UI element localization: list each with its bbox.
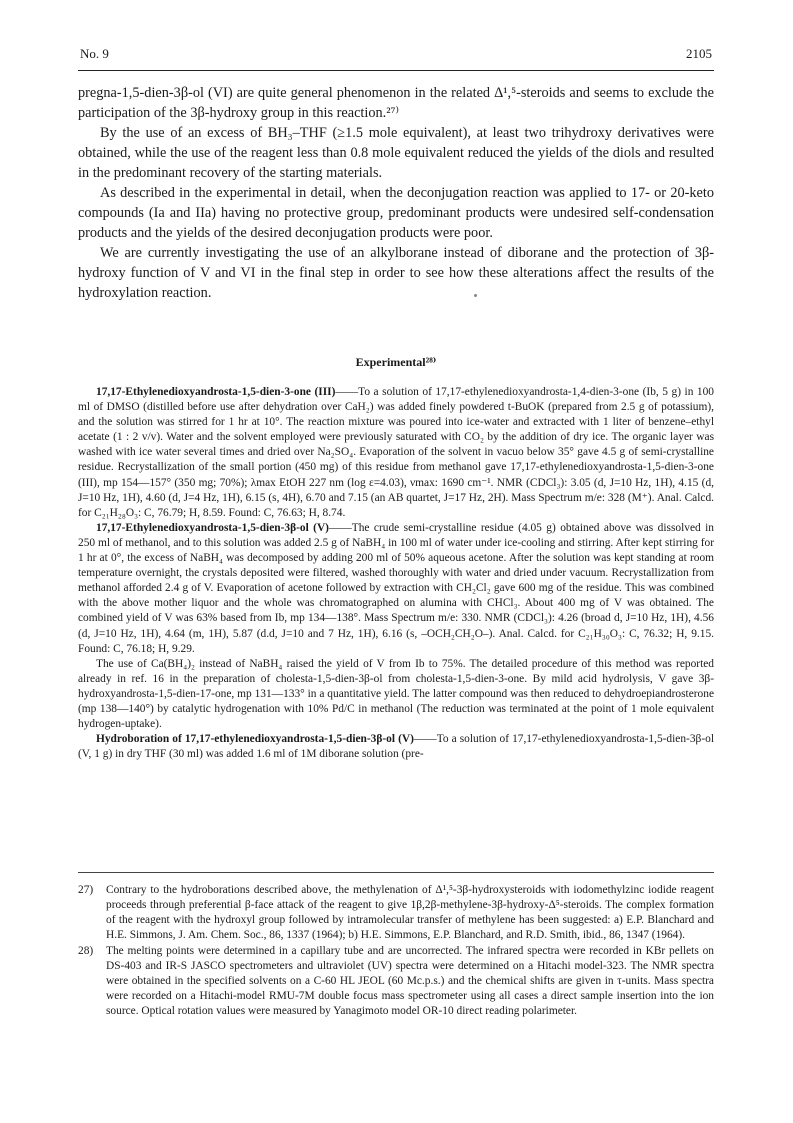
compound-heading: Hydroboration of 17,17-ethylenedioxyandrosta-1,5-dien-3β-ol (V) — [96, 733, 414, 746]
footnote-number: 28) — [78, 945, 94, 957]
footnote — [78, 944, 714, 1019]
paragraph-body: ——The crude semi-crystalline residue (4.05 g) obtained above was dissolved in 250 ml of methanol, and to this solution was added 2.5 g of NaBH₄ in 100 ml of water under ice-cooling and stirring. After kept stirring for 1 hr at 0°, the excess of NaBH₄ was decomposed by adding 200 ml of 50% aqueous acetone. After the solution was kept standing at room temperature overnight, the crystals deposited were filtered, washed thoroughly with water and dried under vacuum. Recrystallization from methanol afforded 2.4 g of V. Evaporation of acetone followed by extraction with CH₂Cl₂ gave 600 mg of the residue. This was combined with the above mother liquor and the whole was chromatographed on alumina with CHCl₃. About 400 mg of V was obtained. The combined yield of V was 63% based from Ib, mp 134—138°. Mass Spectrum m/e: 330. NMR (CDCl₃): 4.26 (broad d, J=10 Hz, 1H), 4.56 (d, J=10 Hz, 1H), 4.64 (m, 1H), 5.87 (d.d, J=10 and 7 Hz, 1H), 6.16 (s, –OCH₂CH₂O–). Anal. Calcd. for C₂₁H₃₀O₃: C, 76.32; H, 9.15. Found: C, 76.18; H, 9.29. — [78, 521, 714, 655]
intro-paragraph: As described in the experimental in detail, when the deconjugation reaction was applied to 17- or 20-keto compounds (Ia and IIa) having no protective group, predominant products were undesired self-condensation products and the yields of the desired deconjugation products were poor. — [78, 185, 714, 241]
paragraph-body: The use of Ca(BH₄)₂ instead of NaBH₄ raised the yield of V from Ib to 75%. The detailed procedure of this method was reported already in ref. 16 in the preparation of cholesta-1,5-dien-3β-ol from cholesta-1,5-dien-3-one. By mild acid hydrolysis, V gave 3β-hydroxyandrosta-1,5-dien-17-one, mp 131—133° in a quantitative yield. The latter compound was then reduced to dehydroepiandrosterone (mp 138—140°) by catalytic hydrogenation with 10% Pd/C in methanol (The reduction was terminated at the point of 1 mole equivalent hydrogen-uptake). — [78, 657, 714, 731]
compound-heading: 17,17-Ethylenedioxyandrosta-1,5-dien-3-one (III) — [96, 386, 336, 398]
page-number: 2105 — [686, 46, 712, 61]
compound-heading: 17,17-Ethylenedioxyandrosta-1,5-dien-3β-ol (V) — [96, 521, 329, 534]
paragraph-body: ——To a solution of 17,17-ethylenedioxyandrosta-1,5-dien-3β-ol (V, 1 g) in dry THF (30 ml) was added 1.6 ml of 1M diborane solution (pre- — [78, 733, 714, 761]
experimental-paragraph — [78, 732, 714, 762]
intro-text — [78, 83, 714, 303]
footnote-number: 27) — [78, 884, 94, 896]
intro-paragraph: We are currently investigating the use of an alkylborane instead of diborane and the protection of 3β-hydroxy function of V and VI in the final step in order to see how these alterations affect the results of the hydroxylation reaction. — [78, 245, 714, 301]
scan-speck — [474, 294, 477, 297]
experimental-section — [78, 385, 714, 762]
footnote-text: Contrary to the hydroborations described above, the methylenation of Δ¹,⁵-3β-hydroxysteroids with iodomethylzinc iodide reagent proceeds through preferential β-face attack of the reagent to give 1β,2β-methylene-3β-hydroxy-Δ⁵-steroids. The complex formation of the reagent with the hydroxyl group followed by intramolecular transfer of methylene has been suggested: a) E.P. Blanchard and H.E. Simmons, J. Am. Chem. Soc., 86, 1337 (1964); b) H.E. Simmons, E.P. Blanchard, and R.D. Smith, ibid., 86, 1347 (1964). — [106, 884, 714, 941]
experimental-paragraph — [78, 657, 714, 732]
paragraph-body: ——To a solution of 17,17-ethylenedioxyandrosta-1,4-dien-3-one (Ib, 5 g) in 100 ml of DMSO (distilled before use after dehydration over CaH₂) was added finely powdered t-BuOK (prepared from 2.5 g of potassium), and the solution was stirred for 1 hr at 10°. The reaction mixture was poured into ice-water and extracted with 1 liter of benzene–ethyl acetate (1 : 2 v/v). Water and the solvent employed were previously saturated with CO₂ by the addition of dry ice. The organic layer was washed with ice water several times and dried over Na₂SO₄. Evaporation of the solvent in vacuo below 35° gave 4.5 g of semi-crystalline residue. Recrystallization of the small portion (450 mg) of this residue from methanol gave 17,17-ethylenedioxyandrosta-1,5-dien-3-one (III), mp 154—157° (350 mg; 70%); λmax EtOH 227 nm (log ε=4.03), νmax: 1690 cm⁻¹. NMR (CDCl₃): 3.05 (d, J=10 Hz, 1H), 4.15 (d, J=10 Hz, 1H), 4.60 (d, J=4 Hz, 1H), 6.15 (s, 4H), 6.70 and 7.15 (an AB quartet, J=17 Hz, 2H). Mass Spectrum m/e: 328 (M⁺). Anal. Calcd. for C₂₁H₂₈O₃: C, 76.79; H, 8.59. Found: C, 76.63; H, 8.74. — [78, 386, 715, 519]
section-heading-experimental: Experimental²⁸⁾ — [355, 355, 437, 369]
experimental-paragraph — [78, 521, 714, 657]
intro-paragraph: pregna-1,5-dien-3β-ol (VI) are quite general phenomenon in the related Δ¹,⁵-steroids and seems to exclude the participation of the 3β-hydroxy group in this reaction.²⁷⁾ — [78, 85, 714, 121]
intro-paragraph: By the use of an excess of BH₃–THF (≥1.5 mole equivalent), at least two trihydroxy derivatives were obtained, while the use of the reagent less than 0.8 mole equivalent reduced the yields of the diols and resulted in the predominant recovery of the starting materials. — [78, 125, 714, 181]
footnote — [78, 883, 714, 943]
header-rule — [78, 70, 714, 71]
footnote-rule — [78, 872, 714, 873]
footnotes — [78, 883, 714, 1020]
experimental-paragraph — [78, 385, 714, 521]
issue-number: No. 9 — [80, 46, 109, 61]
footnote-text: The melting points were determined in a capillary tube and are uncorrected. The infrared spectra were recorded in KBr pellets on DS-403 and IR-S JASCO spectrometers and ultraviolet (UV) spectra were determined on a Hitachi model-323. The NMR spectra were obtained in the specified solvents on a C-60 HL JEOL (60 Mc.p.s.) and the chemical shifts are given in τ-units. Mass spectra were recorded on a Hitachi-model RMU-7M double focus mass spectrometer using all cases a direct sample insertion into the ion source. Optical rotation values were measured by Yanagimoto model OR-10 direct reading polarimeter. — [106, 945, 714, 1017]
running-header — [78, 46, 714, 66]
